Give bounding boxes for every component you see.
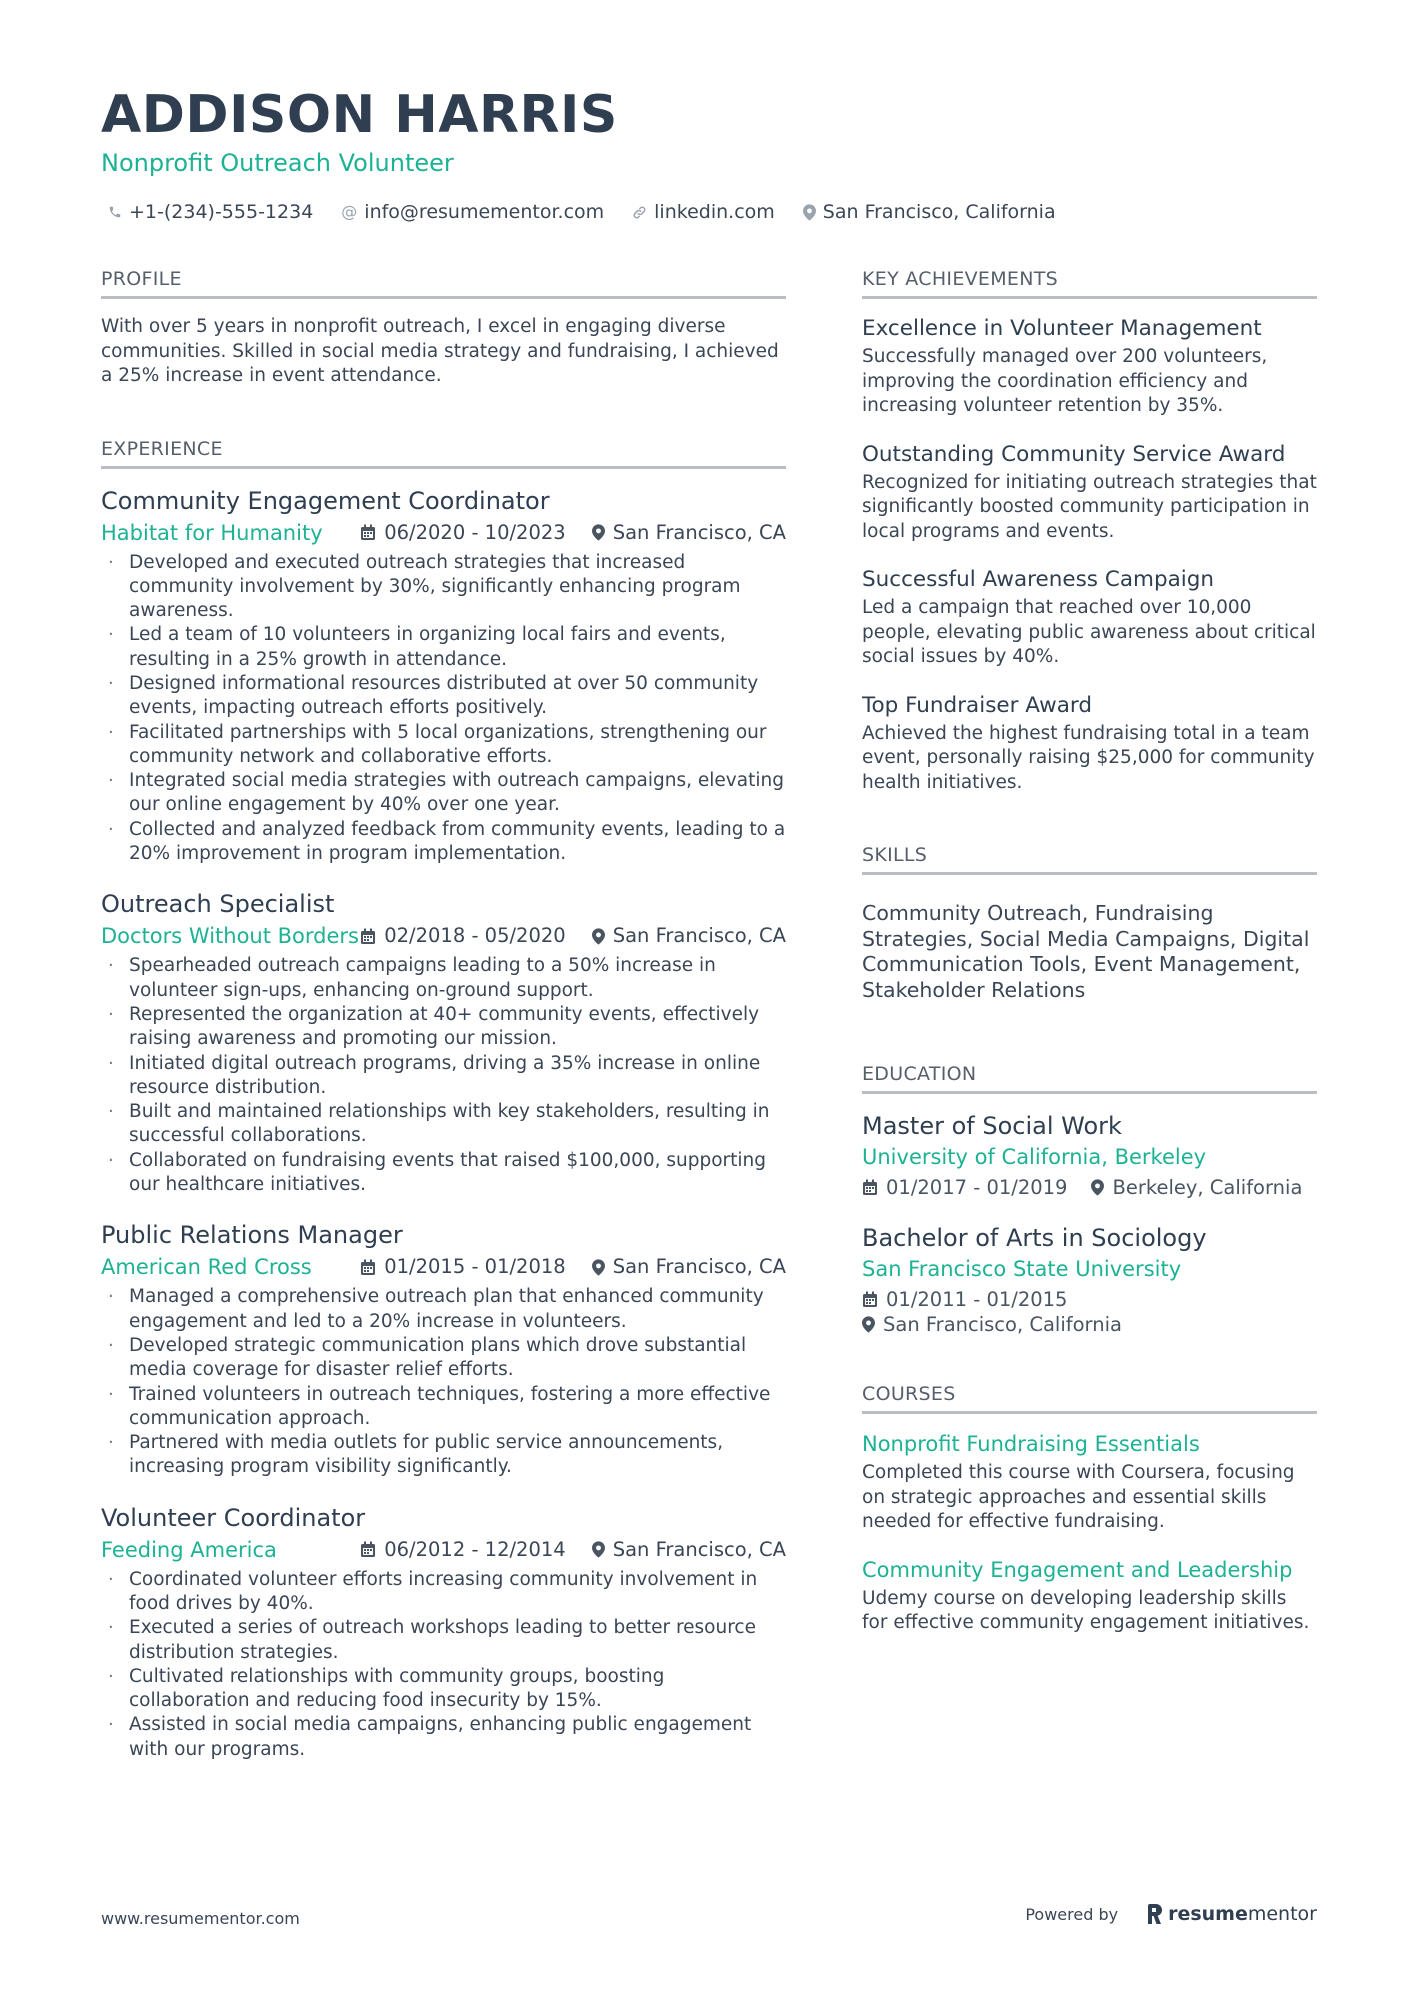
location-icon xyxy=(592,1259,605,1276)
location-icon xyxy=(592,928,605,945)
skills-text: Community Outreach, Fundraising Strategies, Social Media Campaigns, Digital Communication Tools, Event Management, Stakeholder Relations xyxy=(862,901,1310,1002)
list-item: · Managed a comprehensive outreach plan that enhanced community engagement and led to a 20% increase in volunteers. xyxy=(101,1285,786,1334)
contact-location xyxy=(803,199,1056,225)
at-icon: @ xyxy=(341,202,358,221)
job-location xyxy=(592,519,786,547)
education-degree: Master of Social Work xyxy=(862,1112,1122,1140)
list-item: · Designed informational resources distributed at over 50 community events, impacting outreach efforts positively. xyxy=(101,672,786,721)
achievement-title: Successful Awareness Campaign xyxy=(862,567,1215,592)
contact-linkedin-text: linkedin.com xyxy=(654,201,775,223)
job-location-text: San Francisco, CA xyxy=(612,520,786,544)
profile-heading: PROFILE xyxy=(101,266,786,299)
contact-phone[interactable] xyxy=(108,199,313,225)
list-item: · Partnered with media outlets for public service announcements, increasing program visibility significantly. xyxy=(101,1431,786,1480)
job-dates xyxy=(360,1536,565,1564)
list-item: · Cultivated relationships with community groups, boosting collaboration and reducing food insecurity by 15%. xyxy=(101,1665,786,1714)
brand-mark-icon xyxy=(1148,1904,1162,1924)
job-dates xyxy=(360,519,565,547)
footer-website[interactable]: www.resumementor.com xyxy=(101,1909,300,1928)
achievement-title: Top Fundraiser Award xyxy=(862,692,1093,718)
contact-location-text: San Francisco, California xyxy=(822,201,1056,223)
job-title: Outreach Specialist xyxy=(101,890,335,919)
list-item: · Led a team of 10 volunteers in organizing local fairs and events, resulting in a 25% growth in attendance. xyxy=(101,623,786,672)
list-item: · Initiated digital outreach programs, driving a 35% increase in online resource distribution. xyxy=(101,1052,786,1101)
phone-icon xyxy=(108,205,122,219)
education-degree: Bachelor of Arts in Sociology xyxy=(862,1224,1207,1252)
list-item: · Trained volunteers in outreach techniques, fostering a more effective communication approach. xyxy=(101,1383,786,1432)
course-item xyxy=(862,1430,1317,1535)
list-item: · Spearheaded outreach campaigns leading to a 50% increase in volunteer sign-ups, enhancing on-ground support. xyxy=(101,954,786,1003)
powered-by-label: Powered by xyxy=(1025,1904,1119,1924)
list-item: · Executed a series of outreach workshops leading to better resource distribution strategies. xyxy=(101,1616,786,1665)
job-dates xyxy=(360,922,565,950)
contact-email-text: info@resumementor.com xyxy=(364,201,605,223)
job-organization: Doctors Without Borders xyxy=(101,924,359,949)
contact-email[interactable] xyxy=(341,199,604,225)
achievement-title: Excellence in Volunteer Management xyxy=(862,316,1262,341)
job-meta-right xyxy=(360,1536,786,1564)
education-item xyxy=(862,1110,1317,1200)
course-item xyxy=(862,1556,1317,1636)
job-location-text: San Francisco, CA xyxy=(612,1255,786,1279)
list-item: · Assisted in social media campaigns, enhancing public engagement with our programs. xyxy=(101,1713,786,1762)
course-text: Completed this course with Coursera, focusing on strategic approaches and essential skills needed for effective fundraising. xyxy=(862,1462,1295,1532)
link-icon xyxy=(632,205,647,220)
education-location: Berkeley, California xyxy=(1112,1176,1303,1199)
location-icon xyxy=(803,204,816,221)
job-dates-text: 06/2020 - 10/2023 xyxy=(384,520,566,544)
course-title: Community Engagement and Leadership xyxy=(862,1557,1293,1582)
list-item: · Coordinated volunteer efforts increasing community involvement in food drives by 40%. xyxy=(101,1568,786,1617)
education-dates-row xyxy=(862,1287,1317,1312)
job-title: Community Engagement Coordinator xyxy=(101,486,550,515)
calendar-icon xyxy=(862,1291,878,1308)
education-location-row xyxy=(862,1312,1317,1337)
job-location xyxy=(592,922,786,950)
job-entry xyxy=(101,1219,786,1479)
brand-name-light: mentor xyxy=(1247,1903,1317,1925)
calendar-icon xyxy=(360,524,376,541)
job-entry xyxy=(101,888,786,1197)
location-icon xyxy=(592,524,605,541)
course-text: Udemy course on developing leadership skills for effective community engagement initiatives. xyxy=(862,1587,1310,1633)
achievement-text: Led a campaign that reached over 10,000 people, elevating public awareness about critical social issues by 40%. xyxy=(862,597,1316,667)
list-item: · Facilitated partnerships with 5 local organizations, strengthening our community network and collaborative efforts. xyxy=(101,721,786,770)
education-school: University of California, Berkeley xyxy=(862,1145,1207,1169)
job-dates-text: 06/2012 - 12/2014 xyxy=(384,1537,566,1561)
job-meta-right xyxy=(360,519,786,547)
achievement-item xyxy=(862,314,1317,419)
job-dates-text: 01/2015 - 01/2018 xyxy=(384,1255,566,1279)
courses-heading: COURSES xyxy=(862,1381,1317,1414)
list-item: · Built and maintained relationships with key stakeholders, resulting in successful collaborations. xyxy=(101,1100,786,1149)
right-column xyxy=(862,266,1317,1636)
job-bullets xyxy=(101,1285,786,1479)
job-meta xyxy=(101,519,786,547)
job-title: Volunteer Coordinator xyxy=(101,1503,366,1532)
contact-phone-text: +1-(234)-555-1234 xyxy=(129,201,314,223)
job-meta-right xyxy=(360,1253,786,1281)
achievement-text: Achieved the highest fundraising total in a team event, personally raising $25,000 for community health initiatives. xyxy=(862,722,1315,793)
job-meta xyxy=(101,1536,786,1564)
education-meta xyxy=(862,1175,1317,1200)
job-organization: American Red Cross xyxy=(101,1255,312,1280)
calendar-icon xyxy=(862,1179,878,1196)
left-column xyxy=(101,266,786,1762)
job-dates-text: 02/2018 - 05/2020 xyxy=(384,924,566,948)
job-location-text: San Francisco, CA xyxy=(612,924,786,948)
education-dates: 01/2017 - 01/2019 xyxy=(886,1176,1068,1199)
candidate-name: ADDISON HARRIS xyxy=(101,85,618,145)
education-item xyxy=(862,1222,1317,1337)
profile-text: With over 5 years in nonprofit outreach, I excel in engaging diverse communities. Skilled in social media strategy and fundraising, I achieved a 25% increase in event attendance. xyxy=(101,316,779,386)
education-school: San Francisco State University xyxy=(862,1257,1182,1281)
list-item: · Collected and analyzed feedback from community events, leading to a 20% improvement in program implementation. xyxy=(101,818,786,867)
job-title: Public Relations Manager xyxy=(101,1221,403,1250)
job-bullets xyxy=(101,551,786,867)
course-title: Nonprofit Fundraising Essentials xyxy=(862,1432,1200,1456)
location-icon xyxy=(592,1541,605,1558)
job-meta-right xyxy=(360,922,786,950)
achievement-item xyxy=(862,440,1317,545)
experience-heading: EXPERIENCE xyxy=(101,436,786,469)
location-icon xyxy=(862,1316,875,1333)
list-item: · Represented the organization at 40+ community events, effectively raising awareness and promoting our mission. xyxy=(101,1003,786,1052)
job-organization: Habitat for Humanity xyxy=(101,520,323,545)
job-entry xyxy=(101,1502,786,1762)
job-bullets xyxy=(101,1568,786,1762)
achievement-item xyxy=(862,691,1317,796)
skills-heading: SKILLS xyxy=(862,842,1317,875)
list-item: · Collaborated on fundraising events that raised $100,000, supporting our healthcare initiatives. xyxy=(101,1149,786,1198)
list-item: · Developed and executed outreach strategies that increased community involvement by 30%, significantly enhancing program awareness. xyxy=(101,551,786,624)
calendar-icon xyxy=(360,1541,376,1558)
brand-name-bold: resume xyxy=(1168,1903,1248,1925)
location-icon xyxy=(1091,1179,1104,1196)
education-heading: EDUCATION xyxy=(862,1061,1317,1094)
achievement-title: Outstanding Community Service Award xyxy=(862,441,1286,467)
job-dates xyxy=(360,1253,565,1281)
list-item: · Integrated social media strategies with outreach campaigns, elevating our online engagement by 40% over one year. xyxy=(101,769,786,818)
candidate-title: Nonprofit Outreach Volunteer xyxy=(101,149,454,177)
job-location xyxy=(592,1536,786,1564)
job-entry xyxy=(101,485,786,867)
job-organization: Feeding America xyxy=(101,1537,277,1562)
job-meta xyxy=(101,922,786,950)
footer-branding xyxy=(1025,1903,1317,1925)
achievement-text: Recognized for initiating outreach strategies that significantly boosted community participation in local programs and events. xyxy=(862,471,1317,542)
contact-linkedin[interactable] xyxy=(632,199,775,225)
list-item: · Developed strategic communication plans which drove substantial media coverage for disaster relief efforts. xyxy=(101,1334,786,1383)
achievement-text: Successfully managed over 200 volunteers, improving the coordination efficiency and increasing volunteer retention by 35%. xyxy=(862,346,1268,416)
job-meta xyxy=(101,1253,786,1281)
job-location xyxy=(592,1253,786,1281)
brand-logo[interactable] xyxy=(1148,1903,1317,1925)
achievement-item xyxy=(862,565,1317,670)
achievements-heading: KEY ACHIEVEMENTS xyxy=(862,266,1317,299)
job-bullets xyxy=(101,954,786,1197)
calendar-icon xyxy=(360,1259,376,1276)
education-location: San Francisco, California xyxy=(883,1313,1122,1336)
calendar-icon xyxy=(360,928,376,945)
education-dates: 01/2011 - 01/2015 xyxy=(886,1288,1068,1311)
job-location-text: San Francisco, CA xyxy=(612,1537,786,1561)
contact-bar xyxy=(108,199,1084,225)
